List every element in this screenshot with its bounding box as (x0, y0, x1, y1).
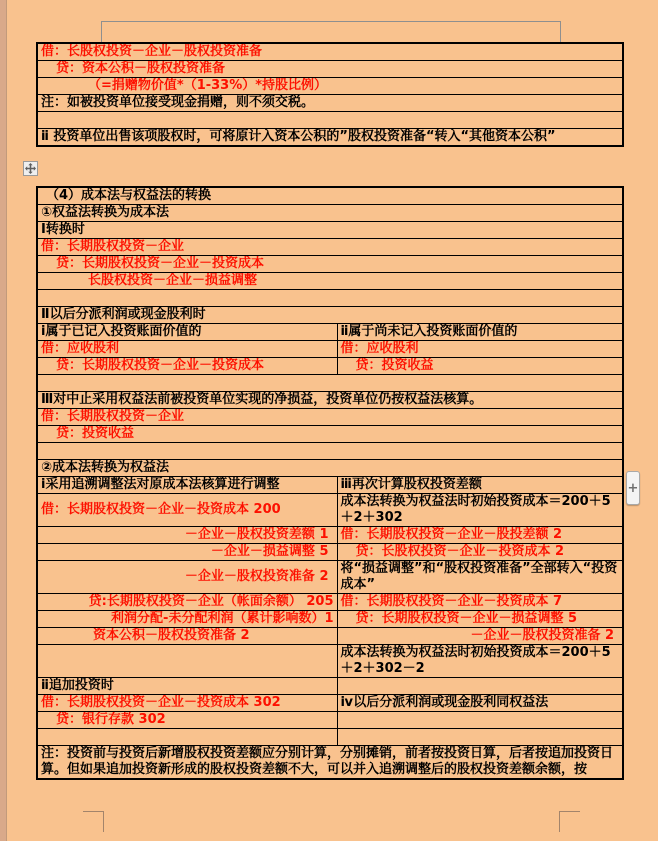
table-cell-right: 贷：长期股权投资－企业－损益调整 5 (337, 611, 623, 628)
table-row (37, 375, 623, 392)
table-cell-left: －企业－股权投资准备 2 (37, 561, 337, 594)
table-cell-right: 将“损益调整”和“股权投资准备”全部转入“投资成本” (337, 561, 623, 594)
table-cell-left: 贷：银行存款 302 (37, 712, 337, 729)
table-cell (37, 443, 623, 460)
table-cell (37, 112, 623, 129)
table-cell-left (37, 645, 337, 678)
table-cell-right (337, 729, 623, 746)
table-cell-left: 借：应收股利 (37, 341, 337, 358)
table-cell-left: ⅰ采用追溯调整法对原成本法核算进行调整 (37, 477, 337, 494)
table-row (37, 746, 623, 780)
table-cell (37, 290, 623, 307)
scroll-plus-button[interactable] (626, 471, 640, 505)
move-icon (25, 163, 36, 174)
table-row (37, 628, 623, 645)
table-row (37, 477, 623, 494)
table-row (37, 61, 623, 78)
table-cell-left: ⅰ属于已记入投资账面价值的 (37, 324, 337, 341)
table-row (37, 527, 623, 544)
table-row (37, 443, 623, 460)
table-row (37, 712, 623, 729)
table-cell: 借：长期股权投资－企业 (37, 409, 623, 426)
table-row (37, 256, 623, 273)
table-cell-left: －企业－股权投资差额 1 (37, 527, 337, 544)
table-cell: 借：长股权投资－企业－股权投资准备 (37, 43, 623, 61)
table-row (37, 729, 623, 746)
table-cell: 贷：资本公积－股权投资准备 (37, 61, 623, 78)
table-row (37, 239, 623, 256)
table-cell-left (37, 729, 337, 746)
table-cell: 注：如被投资单位接受现金捐赠，则不须交税。 (37, 95, 623, 112)
table-cell: Ⅲ对中止采用权益法前被投资单位实现的净损益，投资单位仍按权益法核算。 (37, 392, 623, 409)
table-row (37, 341, 623, 358)
table-row (37, 129, 623, 147)
table-cell-left: ⅱ追加投资时 (37, 678, 337, 695)
table-row (37, 358, 623, 375)
table-cell-right: 借：应收股利 (337, 341, 623, 358)
table-move-handle[interactable] (23, 161, 38, 176)
table-cell-right: 贷：长股权投资－企业－投资成本 2 (337, 544, 623, 561)
table-cell: 长股权投资－企业－损益调整 (37, 273, 623, 290)
table-cell: 注：投资前与投资后新增股权投资差额应分别计算，分别摊销，前者按投资日算，后者按追加投资日算。但如果追加投资新形成的股权投资差额不大，可以并入追溯调整后的股权投资差额余额，按 (37, 746, 623, 780)
table-cell-right: 成本法转换为权益法时初始投资成本＝200＋5＋2＋302 (337, 494, 623, 527)
conversion-method-table (36, 186, 624, 780)
table-cell: （=捐赠物价值*（1-33%）*持股比例） (37, 78, 623, 95)
table-cell-right: 借：长期股权投资－企业－投资成本 7 (337, 594, 623, 611)
table-row (37, 645, 623, 678)
text-boundary-line (101, 21, 102, 42)
table-cell-left: 资本公积－股权投资准备 2 (37, 628, 337, 645)
table-cell-right: ⅲ再次计算股权投资差额 (337, 477, 623, 494)
table-cell-right: －企业－股权投资准备 2 (337, 628, 623, 645)
table-row (37, 43, 623, 61)
table-row (37, 460, 623, 477)
table-row (37, 678, 623, 695)
table-row (37, 426, 623, 443)
table-row (37, 95, 623, 112)
table-cell-right: ⅱ属于尚未记入投资账面价值的 (337, 324, 623, 341)
table-cell-left: 借：长期股权投资－企业－投资成本 302 (37, 695, 337, 712)
table-row (37, 205, 623, 222)
table-row (37, 112, 623, 129)
table-cell-right: 借：长期股权投资－企业－股投差额 2 (337, 527, 623, 544)
page-left-margin-strip (0, 0, 7, 841)
table-cell (37, 375, 623, 392)
table-cell-right: 贷：投资收益 (337, 358, 623, 375)
table-row (37, 273, 623, 290)
table-row (37, 695, 623, 712)
journal-entry-table (36, 42, 624, 147)
table-row (37, 494, 623, 527)
table-row (37, 594, 623, 611)
table-cell: ②成本法转换为权益法 (37, 460, 623, 477)
table-row (37, 409, 623, 426)
page-corner-mark-left (83, 811, 104, 832)
table-row (37, 324, 623, 341)
table-cell-left: 贷：长期股权投资－企业－投资成本 (37, 358, 337, 375)
table-cell: 借：长期股权投资－企业 (37, 239, 623, 256)
table-cell: ⅱ 投资单位出售该项股权时，可将原计入资本公积的”股权投资准备“转入“其他资本公积” (37, 129, 623, 147)
table-row (37, 611, 623, 628)
table-cell: Ⅰ转换时 (37, 222, 623, 239)
table-cell: ①权益法转换为成本法 (37, 205, 623, 222)
table-cell: 贷：长期股权投资－企业－投资成本 (37, 256, 623, 273)
table-row (37, 222, 623, 239)
table-row (37, 307, 623, 324)
plus-icon: + (627, 480, 639, 496)
table-cell-left: 利润分配-未分配利润（累计影响数）1 (37, 611, 337, 628)
table-row (37, 187, 623, 205)
table-row (37, 561, 623, 594)
page-corner-mark-right (559, 811, 580, 832)
table-row (37, 392, 623, 409)
text-boundary-line (560, 21, 561, 42)
table-cell-right (337, 712, 623, 729)
table-cell-right: ⅳ以后分派利润或现金股利同权益法 (337, 695, 623, 712)
table-cell-right: 成本法转换为权益法时初始投资成本＝200＋5＋2＋302－2 (337, 645, 623, 678)
table-cell-left: 借：长期股权投资－企业－投资成本 200 (37, 494, 337, 527)
text-boundary-line (101, 21, 561, 22)
table-cell-right (337, 678, 623, 695)
table-cell: Ⅱ以后分派利润或现金股利时 (37, 307, 623, 324)
table-cell: （4）成本法与权益法的转换 (37, 187, 623, 205)
table-cell: 贷：投资收益 (37, 426, 623, 443)
table-row (37, 544, 623, 561)
table-row (37, 290, 623, 307)
table-cell-left: 贷:长期股权投资－企业（帐面余额） 205 (37, 594, 337, 611)
table-cell-left: －企业－损益调整 5 (37, 544, 337, 561)
table-row (37, 78, 623, 95)
